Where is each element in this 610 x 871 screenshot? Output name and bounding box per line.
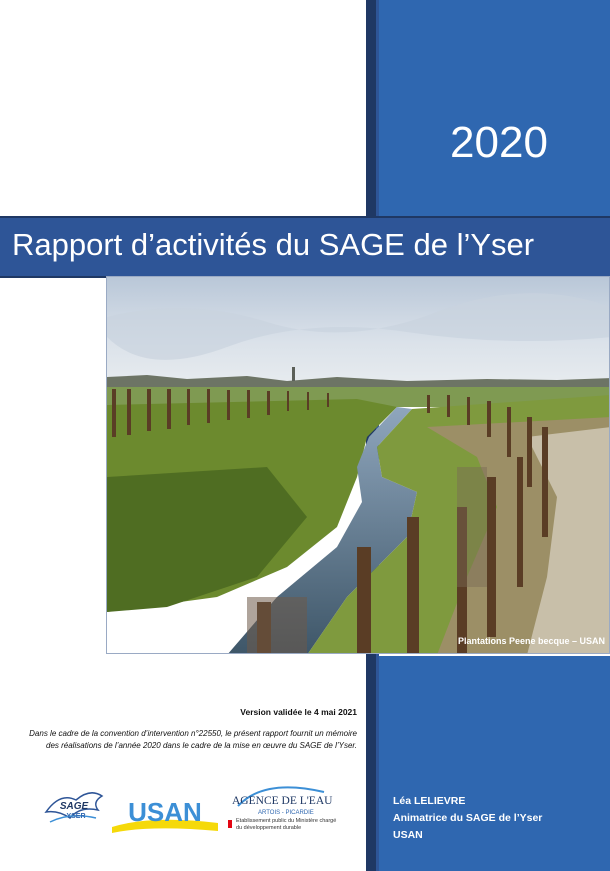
report-title: Rapport d’activités du SAGE de l’Yser bbox=[12, 227, 535, 262]
usan-logo-text: USAN bbox=[128, 797, 202, 827]
agence-subtitle bbox=[236, 818, 346, 832]
agence-name-text: AGENCE DE L'EAU bbox=[232, 795, 333, 807]
cover-photo bbox=[106, 276, 610, 654]
sage-yser-logo bbox=[40, 782, 106, 830]
description-line-1: Dans le cadre de la convention d’intervention n°22550, le présent rapport fournit un mémoire bbox=[29, 729, 357, 738]
author-info bbox=[393, 793, 542, 844]
title-banner bbox=[0, 216, 610, 278]
author-name: Léa LELIEVRE bbox=[393, 795, 466, 807]
year-block bbox=[379, 0, 610, 216]
report-year: 2020 bbox=[450, 118, 548, 167]
agence-red-mark bbox=[228, 820, 232, 828]
landscape-illustration bbox=[107, 277, 610, 654]
author-org: USAN bbox=[393, 829, 423, 841]
description-line-2: des réalisations de l’année 2020 dans le cadre de la mise en œuvre du SAGE de l’Yser. bbox=[46, 741, 357, 750]
author-role: Animatrice du SAGE de l’Yser bbox=[393, 812, 543, 824]
agence-region-text: ARTOIS - PICARDIE bbox=[258, 810, 314, 816]
agence-subtitle-line-1: Etablissement public du Ministère chargé bbox=[236, 818, 337, 824]
usan-logo bbox=[110, 797, 220, 833]
photo-caption: Plantations Peene becque – USAN bbox=[457, 636, 605, 646]
agence-subtitle-line-2: du développement durable bbox=[236, 825, 302, 831]
sage-logo-text: SAGE bbox=[59, 801, 89, 812]
yser-logo-text: YSER bbox=[66, 813, 86, 820]
version-note: Version validée le 4 mai 2021 bbox=[240, 707, 357, 717]
report-description bbox=[0, 728, 357, 752]
